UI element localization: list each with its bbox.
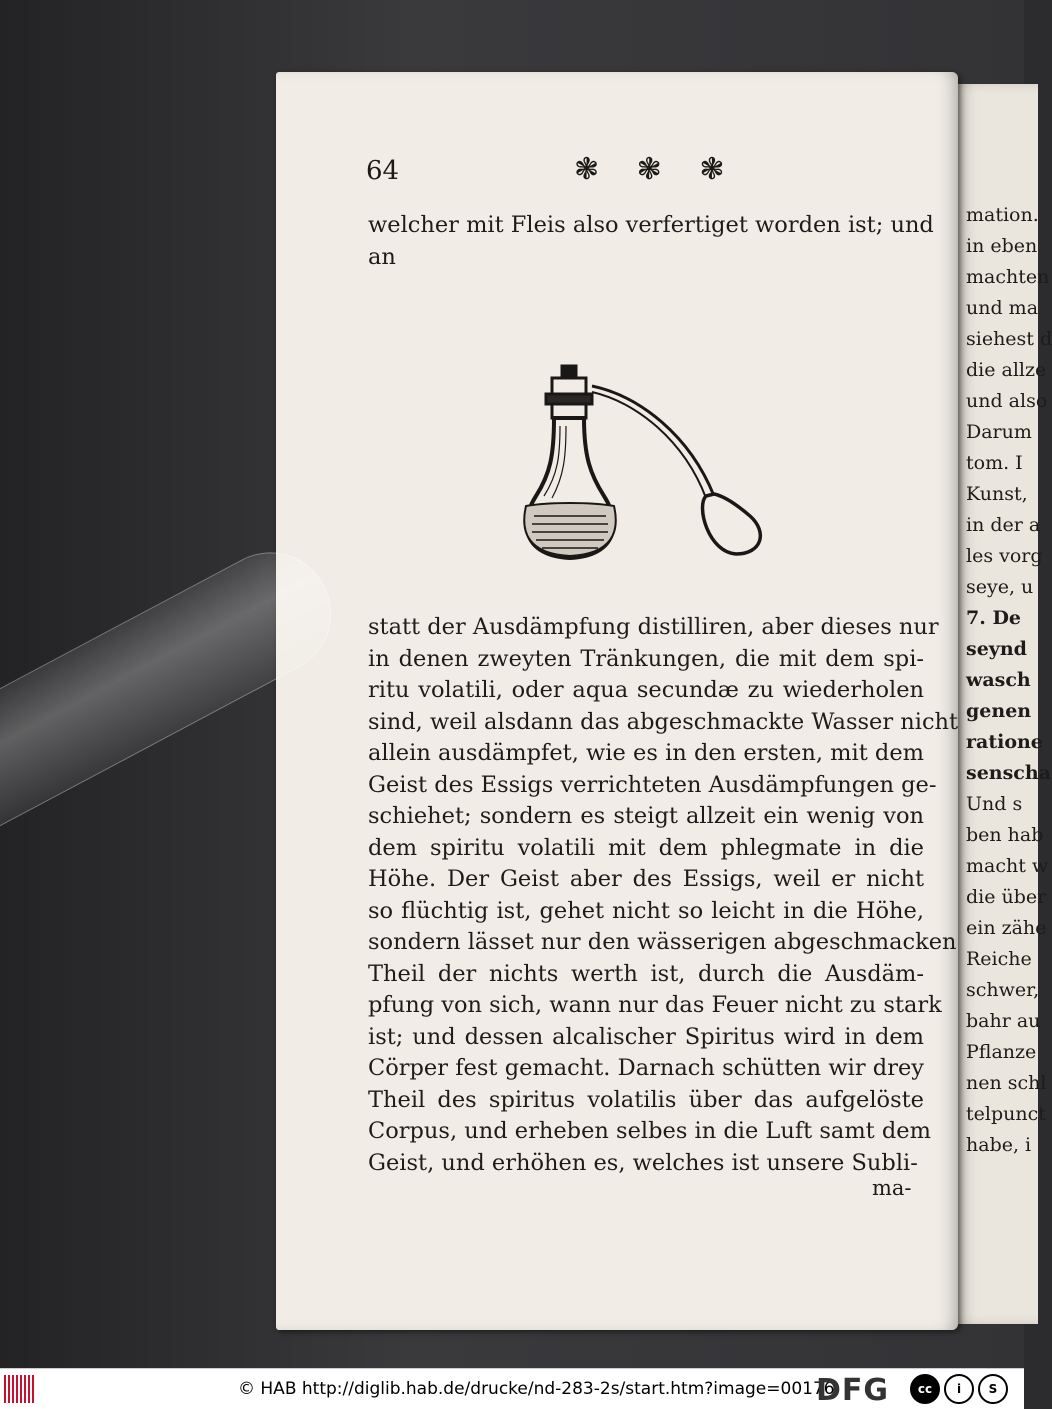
right-page-line: und also xyxy=(966,390,1048,412)
right-page-line: ein zähe xyxy=(966,917,1047,939)
text-line: ritu volatili, oder aqua secundæ zu wiederholen xyxy=(368,677,924,703)
page-number: 64 xyxy=(366,156,400,186)
right-page-line: Reiche xyxy=(966,948,1032,970)
right-page-line: senscha xyxy=(966,762,1051,784)
right-page-line: die über xyxy=(966,886,1047,908)
copyright-link[interactable]: © HAB http://diglib.hab.de/drucke/nd-283-2s/start.htm?image=00176 xyxy=(238,1379,835,1399)
right-page-line: genen xyxy=(966,700,1032,722)
right-page-line: Und s xyxy=(966,793,1023,815)
right-page-line: telpunct xyxy=(966,1103,1046,1125)
text-line: ist; und dessen alcalischer Spiritus wird in dem xyxy=(368,1023,924,1050)
text-line: so flüchtig ist, gehet nicht so leicht in die Höhe, xyxy=(368,897,924,924)
text-line: sind, weil alsdann das abgeschmackte Wasser nicht xyxy=(368,708,959,735)
ornament-icon: ❃ ❃ ❃ xyxy=(574,152,739,187)
hab-logo-icon xyxy=(4,1375,40,1403)
page-header xyxy=(366,152,926,192)
right-page-text xyxy=(966,200,1052,1161)
right-page-line: Kunst, xyxy=(966,483,1028,505)
text-line: welcher mit Fleis also verfertiget worden ist; und xyxy=(368,212,934,238)
right-page-line: in eben xyxy=(966,235,1038,257)
right-page-line: Darum xyxy=(966,421,1032,443)
text-line: Cörper fest gemacht. Darnach schütten wir drey xyxy=(368,1055,924,1081)
right-page-line: wasch xyxy=(966,669,1031,691)
right-page-line: tom. I xyxy=(966,452,1023,474)
perfume-atomizer-illustration xyxy=(500,356,780,566)
right-page-line: nen schl xyxy=(966,1072,1047,1094)
text-line: Geist, und erhöhen es, welches ist unsere Subli- xyxy=(368,1149,918,1176)
text-line: statt der Ausdämpfung distilliren, aber dieses nur xyxy=(368,614,939,640)
text-line: Theil des spiritus volatilis über das aufgelöste xyxy=(368,1086,924,1113)
cc-license-badge[interactable] xyxy=(910,1373,1022,1405)
right-page-line: macht w xyxy=(966,855,1049,877)
text-line: schiehet; sondern es steigt allzeit ein wenig von xyxy=(368,803,924,829)
right-page-line: les vorg xyxy=(966,545,1043,567)
text-line: allein ausdämpfet, wie es in den ersten, mit dem xyxy=(368,740,924,766)
text-line: in denen zweyten Tränkungen, die mit dem spi- xyxy=(368,645,924,672)
right-page-line: schwer, xyxy=(966,979,1040,1001)
right-page-line: in der a xyxy=(966,514,1041,536)
right-page-line: bahr au xyxy=(966,1010,1041,1032)
text-line: pfung von sich, wann nur das Feuer nicht zu stark xyxy=(368,992,942,1018)
right-page-line: siehest d xyxy=(966,328,1052,350)
footer-bar xyxy=(0,1368,1024,1409)
right-page-line: ben hab xyxy=(966,824,1044,846)
top-text xyxy=(368,210,934,273)
right-page-line: machten xyxy=(966,266,1050,288)
text-line: sondern lässet nur den wässerigen abgeschmacken xyxy=(368,929,957,955)
body-text xyxy=(368,612,959,1179)
text-line: dem spiritu volatili mit dem phlegmate in die xyxy=(368,834,924,861)
right-page-line: ratione xyxy=(966,731,1043,753)
right-page-line: 7. De xyxy=(966,607,1022,629)
text-line: Geist des Essigs verrichteten Ausdämpfungen ge- xyxy=(368,771,937,798)
right-page-line: die allze xyxy=(966,359,1047,381)
text-line: Höhe. Der Geist aber des Essigs, weil er nicht xyxy=(368,866,924,892)
right-page-line: und ma xyxy=(966,297,1039,319)
right-page-line: habe, i xyxy=(966,1134,1032,1156)
attribution-icon: i xyxy=(944,1374,974,1404)
cc-icon: cc xyxy=(910,1374,940,1404)
right-page-line: mation. xyxy=(966,204,1039,226)
right-page-line: Pflanze xyxy=(966,1041,1037,1063)
right-page-line: seynd xyxy=(966,638,1027,660)
text-line: Theil der nichts werth ist, durch die Ausdäm- xyxy=(368,960,924,987)
catchword: ma- xyxy=(872,1176,912,1200)
right-page-line: seye, u xyxy=(966,576,1034,598)
text-line: an xyxy=(368,243,396,270)
text-line: Corpus, und erheben selbes in die Luft samt dem xyxy=(368,1118,931,1144)
dfg-logo: DFG xyxy=(816,1373,890,1408)
share-alike-icon: S xyxy=(978,1374,1008,1404)
